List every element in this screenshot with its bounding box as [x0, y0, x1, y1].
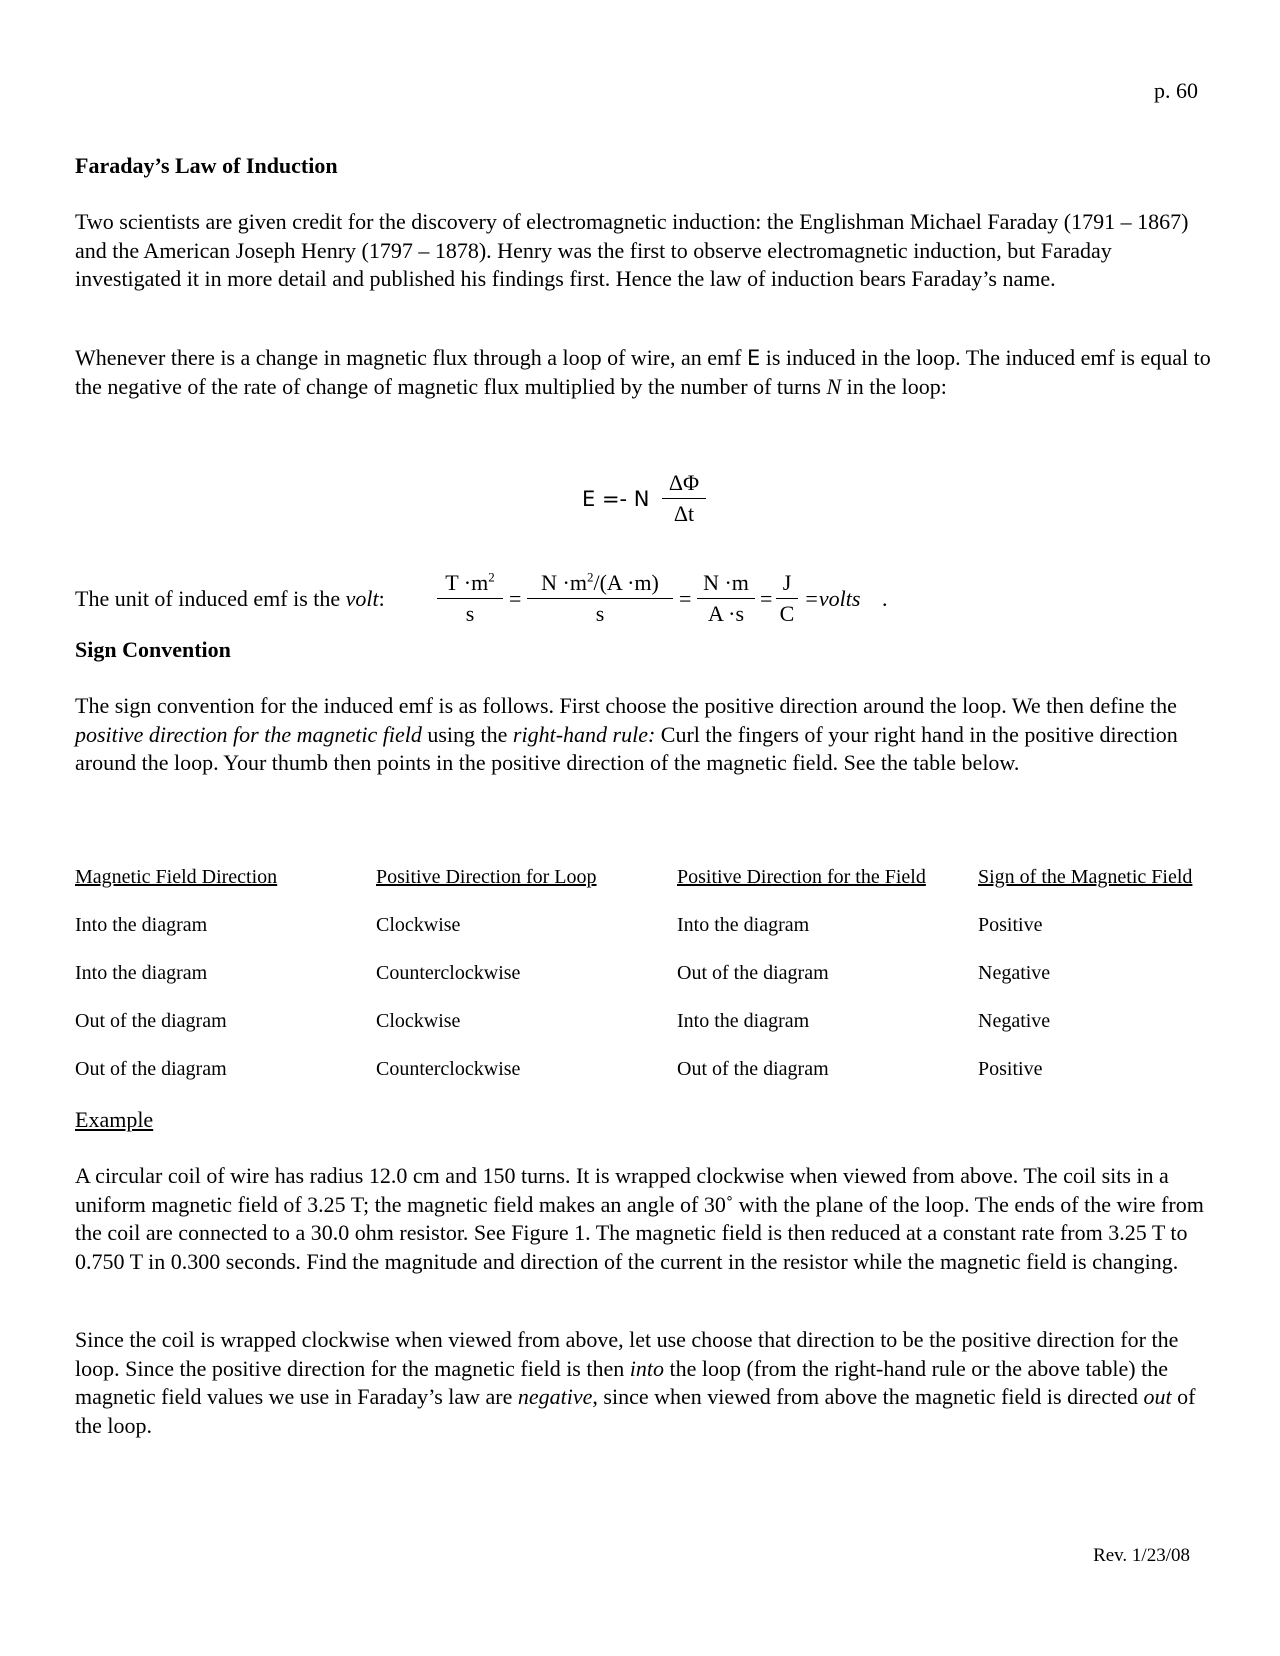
f1-exponent: 2 — [488, 569, 495, 585]
table-cell: Into the diagram — [677, 914, 810, 936]
sign-text-em2: right-hand rule: — [512, 721, 656, 747]
table-cell: Out of the diagram — [75, 1058, 227, 1080]
revision-date: Rev. 1/23/08 — [1093, 1545, 1190, 1566]
unit-fraction-4-num: J — [776, 570, 798, 599]
table-cell: Out of the diagram — [75, 1010, 227, 1032]
example-label: Example — [75, 1107, 154, 1132]
emf-text-a: Whenever there is a change in magnetic flux through a loop of wire, an emf — [75, 345, 747, 370]
faraday-equation — [582, 470, 742, 530]
example-problem-text: A circular coil of wire has radius 12.0 cm and 150 turns. It is wrapped clockwise when viewed from above. The coil sits in a uniform magnetic field of 3.25 T; the magnetic field makes an angle of 30˚ with the plane of the loop. The ends of the wire from the coil are connected to a 30.0 ohm resistor. See Figure 1. The magnetic field is then reduced at a constant rate from 3.25 T to 0.750 T in 0.300 seconds. Find the magnitude and direction of the current in the resistor while the magnetic field is changing. — [75, 1163, 1204, 1274]
intro-text: Two scientists are given credit for the discovery of electromagnetic induction: the Englishman Michael Faraday (1791 – 1867) and the American Joseph Henry (1797 – 1878). Henry was the first to observe electromagnetic induction, but Faraday investigated it in more detail and published his findings first. Hence the law of induction bears Faraday’s name. — [75, 209, 1189, 291]
emf-text-c: in the loop: — [841, 373, 947, 399]
sign-text-b: using the — [421, 721, 513, 747]
table-row — [75, 914, 1215, 942]
table-cell: Into the diagram — [75, 962, 208, 984]
f1-num-text: T ·m — [445, 570, 489, 595]
equation-lhs — [582, 486, 650, 512]
sign-convention-paragraph — [75, 692, 1220, 778]
table-header-row — [75, 866, 1215, 894]
table-header: Magnetic Field Direction — [75, 866, 278, 888]
table-cell: Negative — [978, 962, 1051, 984]
unit-fraction-3-num: N ·m — [697, 570, 755, 599]
table-cell: Negative — [978, 1010, 1051, 1032]
equation-emf: E =- N — [582, 487, 650, 511]
unit-fraction-1-den: s — [465, 601, 475, 626]
unit-fraction-4-den: C — [779, 601, 795, 626]
table-cell: Positive — [978, 1058, 1043, 1080]
unit-period: . — [882, 586, 888, 611]
unit-fraction-4 — [776, 570, 798, 627]
flux-denominator: Δt — [673, 501, 695, 526]
unit-equation-line — [75, 570, 975, 640]
solution-text-a: Since the coil is wrapped clockwise when viewed from above, let use choose that direction to be the positive direction for the loop. Since the positive direction for the magnetic field is then — [75, 1327, 1179, 1381]
table-cell: Positive — [978, 914, 1043, 936]
example-solution-paragraph — [75, 1326, 1220, 1440]
sign-text-em1: positive direction for the magnetic field — [75, 721, 422, 747]
sign-text-a: The sign convention for the induced emf is as follows. First choose the positive direction around the loop. We then define the — [75, 693, 1177, 718]
volts-result: =volts — [804, 586, 861, 611]
unit-intro: The unit of induced emf is the — [75, 586, 346, 611]
table-cell: Out of the diagram — [677, 962, 829, 984]
table-cell: Counterclockwise — [376, 962, 521, 984]
flux-numerator: ΔΦ — [662, 470, 706, 499]
example-solution-text — [75, 1326, 1220, 1440]
unit-fraction-1 — [437, 570, 503, 627]
emf-symbol: E — [746, 346, 761, 370]
table-header: Positive Direction for the Field — [677, 866, 926, 888]
emf-definition-paragraph — [75, 344, 1220, 401]
turns-variable: N — [826, 373, 842, 399]
unit-fraction-3-den: A ·s — [707, 601, 745, 626]
intro-paragraph — [75, 208, 1220, 294]
emf-text-b: is induced in the loop. The induced emf is equal to the negative of the rate of change of magnetic flux multiplied by the number of turns — [75, 345, 1211, 399]
table-cell: Into the diagram — [75, 914, 208, 936]
f2-num-text: N ·m — [541, 570, 587, 595]
solution-em-negative: negative — [517, 1384, 593, 1409]
section-title-sign-convention: Sign Convention — [75, 637, 231, 662]
table-header: Positive Direction for Loop — [376, 866, 597, 888]
f2-num-tail: /(A ·m) — [593, 570, 659, 595]
f2-exponent: 2 — [586, 569, 594, 585]
solution-text-c: , since when viewed from above the magnetic field is directed — [592, 1384, 1144, 1409]
table-row — [75, 1010, 1215, 1038]
flux-fraction — [662, 470, 706, 527]
solution-text-d: of the loop. — [75, 1384, 1196, 1438]
unit-text — [75, 586, 385, 612]
unit-fraction-3 — [697, 570, 755, 627]
example-problem-paragraph — [75, 1162, 1220, 1276]
unit-fraction-1-num — [437, 570, 503, 599]
unit-fraction-2 — [527, 570, 673, 627]
solution-text-b: the loop (from the right-hand rule or the above table) the magnetic field values we use in Faraday’s law are — [75, 1355, 1168, 1409]
volt-word: volt — [345, 586, 379, 611]
table-cell: Clockwise — [376, 1010, 461, 1032]
sign-text-c: Curl the fingers of your right hand in the positive direction around the loop. Your thumb then points in the positive direction of the magnetic field. See the table below. — [75, 721, 1178, 775]
emf-definition-text — [75, 344, 1220, 401]
table-cell: Counterclockwise — [376, 1058, 521, 1080]
equals-1: = — [509, 586, 522, 611]
table-cell: Out of the diagram — [677, 1058, 829, 1080]
equals-3: = — [760, 586, 773, 611]
unit-colon: : — [378, 586, 385, 611]
table-cell: Into the diagram — [677, 1010, 810, 1032]
table-row — [75, 962, 1215, 990]
sign-convention-text — [75, 692, 1220, 778]
page-number: p. 60 — [1154, 78, 1198, 103]
solution-em-into: into — [629, 1355, 664, 1381]
unit-fraction-2-num — [527, 570, 673, 599]
solution-em-out: out — [1143, 1384, 1172, 1409]
section-title-faraday: Faraday’s Law of Induction — [75, 153, 338, 178]
table-header: Sign of the Magnetic Field — [978, 866, 1193, 888]
unit-fraction-2-den: s — [595, 601, 605, 626]
equals-2: = — [679, 586, 692, 611]
table-cell: Clockwise — [376, 914, 461, 936]
table-row — [75, 1058, 1215, 1086]
